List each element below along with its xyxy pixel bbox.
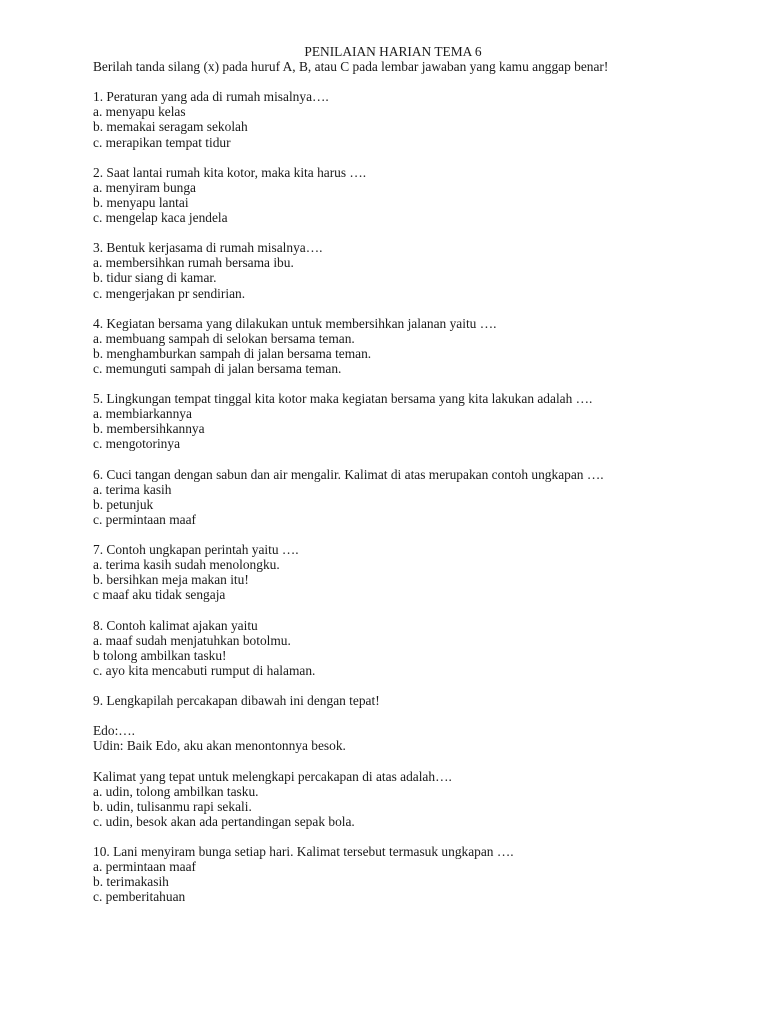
answer-option: a. menyiram bunga [93, 179, 196, 195]
answer-option: a. membiarkannya [93, 406, 192, 422]
answer-option: c. pemberitahuan [93, 889, 186, 905]
answer-option: b. udin, tulisanmu rapi sekali. [93, 798, 252, 814]
dialogue-line-udin: Udin: Baik Edo, aku akan menontonnya besok. [93, 738, 346, 754]
answer-option: c. ayo kita mencabuti rumput di halaman. [93, 662, 316, 678]
question-10 [93, 844, 733, 904]
worksheet-page [93, 44, 733, 904]
answer-option: a. membersihkan rumah bersama ibu. [93, 255, 294, 271]
instruction-text: Berilah tanda silang (x) pada huruf A, B, atau C pada lembar jawaban yang kamu anggap benar! [93, 59, 609, 75]
question-prompt: 2. Saat lantai rumah kita kotor, maka kita harus …. [93, 164, 367, 180]
question-list [93, 89, 733, 708]
question-3 [93, 240, 733, 300]
question-6 [93, 467, 733, 527]
question-4 [93, 316, 733, 376]
question-prompt: 7. Contoh ungkapan perintah yaitu …. [93, 542, 299, 558]
question-7 [93, 542, 733, 602]
answer-option: b. membersihkannya [93, 421, 205, 437]
answer-option: b. memakai seragam sekolah [93, 119, 248, 135]
answer-option: c. memunguti sampah di jalan bersama teman. [93, 360, 342, 376]
question-prompt: 6. Cuci tangan dengan sabun dan air mengalir. Kalimat di atas merupakan contoh ungkapan …. [93, 466, 604, 482]
answer-option: b tolong ambilkan tasku! [93, 647, 227, 663]
question-prompt: 5. Lingkungan tempat tinggal kita kotor maka kegiatan bersama yang kita lakukan adalah …. [93, 391, 593, 407]
answer-option: a. maaf sudah menjatuhkan botolmu. [93, 632, 291, 648]
answer-option: a. terima kasih [93, 481, 172, 497]
dialogue-line-edo: Edo:…. [93, 723, 136, 739]
question-9-followup [93, 769, 733, 829]
question-prompt: 1. Peraturan yang ada di rumah misalnya…. [93, 89, 329, 105]
question-prompt: Kalimat yang tepat untuk melengkapi percakapan di atas adalah…. [93, 768, 452, 784]
answer-option: b. terimakasih [93, 874, 169, 890]
answer-option: c. mengelap kaca jendela [93, 210, 228, 226]
answer-option: a. permintaan maaf [93, 859, 196, 875]
answer-option: c. mengerjakan pr sendirian. [93, 285, 246, 301]
answer-option: b. bersihkan meja makan itu! [93, 572, 249, 588]
answer-option: b. menyapu lantai [93, 194, 189, 210]
question-prompt: 8. Contoh kalimat ajakan yaitu [93, 617, 258, 633]
answer-option: a. terima kasih sudah menolongku. [93, 557, 280, 573]
question-prompt: 3. Bentuk kerjasama di rumah misalnya…. [93, 240, 323, 256]
answer-option: a. menyapu kelas [93, 104, 186, 120]
answer-option: c. permintaan maaf [93, 511, 196, 527]
answer-option: c. udin, besok akan ada pertandingan sepak bola. [93, 813, 355, 829]
question-prompt: 9. Lengkapilah percakapan dibawah ini dengan tepat! [93, 693, 380, 709]
question-8 [93, 618, 733, 678]
question-prompt: 4. Kegiatan bersama yang dilakukan untuk membersihkan jalanan yaitu …. [93, 315, 497, 331]
answer-option: a. udin, tolong ambilkan tasku. [93, 783, 259, 799]
answer-option: b. petunjuk [93, 496, 154, 512]
answer-option: c. mengotorinya [93, 436, 181, 452]
answer-option: b. menghamburkan sampah di jalan bersama teman. [93, 345, 372, 361]
page-title: PENILAIAN HARIAN TEMA 6 [304, 44, 482, 59]
question-prompt: 10. Lani menyiram bunga setiap hari. Kalimat tersebut termasuk ungkapan …. [93, 843, 514, 859]
answer-option: c maaf aku tidak sengaja [93, 587, 226, 603]
question-1 [93, 89, 733, 149]
question-9 [93, 693, 733, 708]
answer-option: c. merapikan tempat tidur [93, 134, 231, 150]
answer-option: b. tidur siang di kamar. [93, 270, 217, 286]
dialogue [93, 723, 733, 753]
question-2 [93, 165, 733, 225]
answer-option: a. membuang sampah di selokan bersama teman. [93, 330, 355, 346]
question-5 [93, 391, 733, 451]
